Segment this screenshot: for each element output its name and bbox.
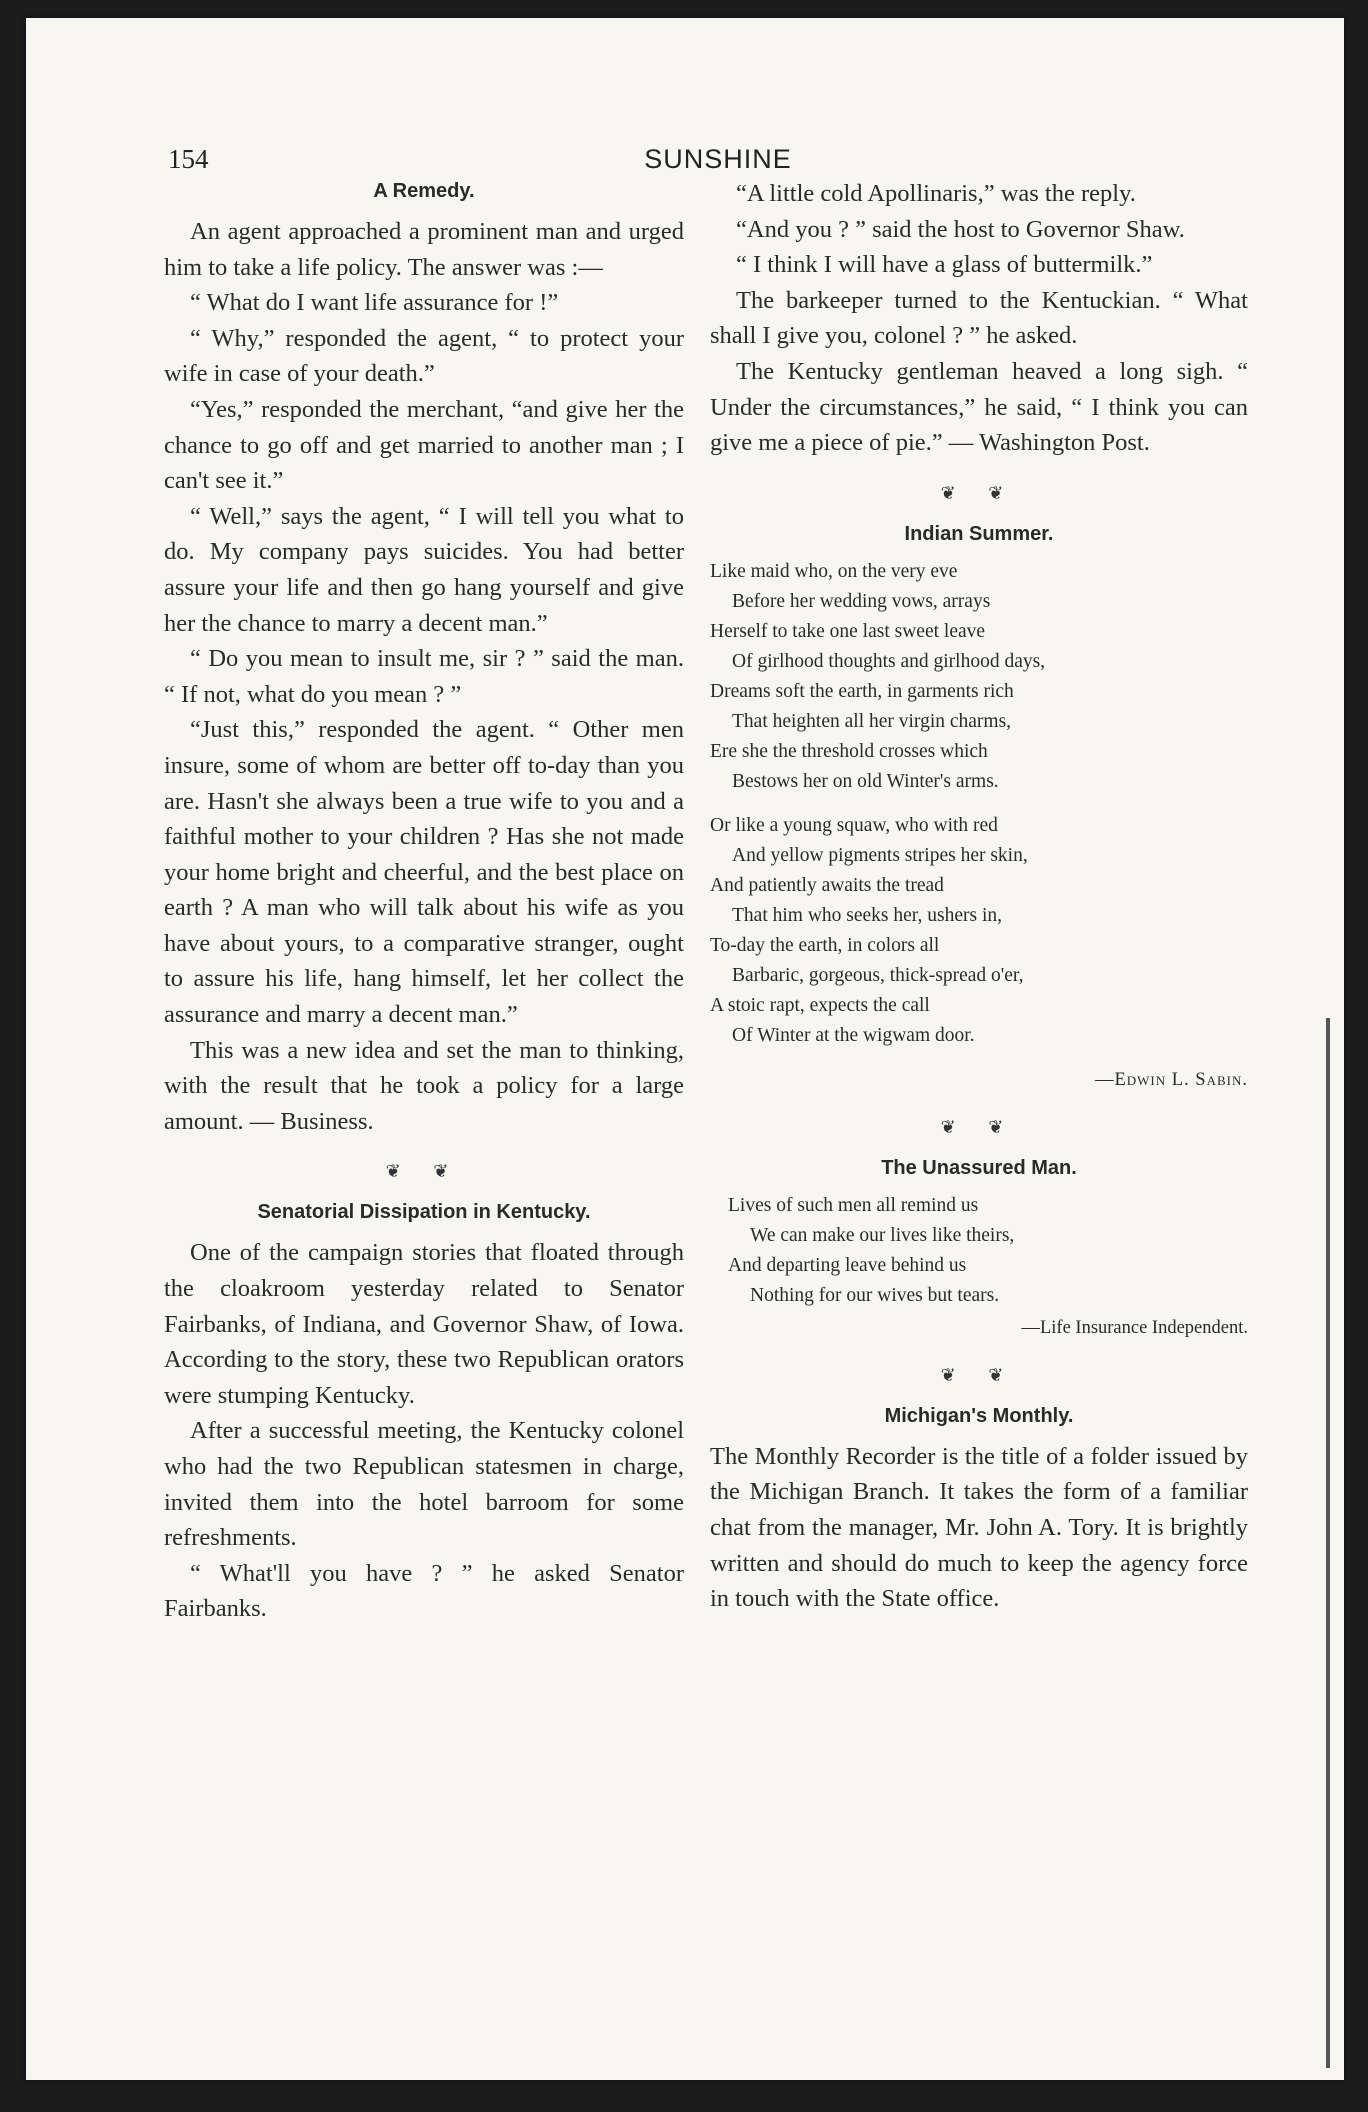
right-column <box>710 176 1248 1617</box>
poem-line: Nothing for our wives but tears. <box>750 1284 1000 1306</box>
poem-unassured <box>710 1191 1248 1343</box>
paragraph: “ Why,” responded the agent, “ to protect your wife in case of your death.” <box>164 324 684 388</box>
article-title-senatorial: Senatorial Dissipation in Kentucky. <box>257 1201 591 1224</box>
poem-line: Before her wedding vows, arrays <box>732 590 991 612</box>
poem-stanza-1 <box>710 557 1248 797</box>
article-title-remedy: A Remedy. <box>373 180 475 202</box>
poem-line: And departing leave behind us <box>728 1254 967 1276</box>
poem-line: Lives of such men all remind us <box>728 1194 979 1216</box>
section-separator: ❦ ❦ <box>385 1161 463 1182</box>
paragraph: This was a new idea and set the man to thinking, with the result that he took a policy for a large amount. — Business. <box>164 1036 684 1135</box>
paragraph: The barkeeper turned to the Kentuckian. “ What shall I give you, colonel ? ” he asked. <box>710 286 1248 350</box>
poem-attribution: —Edwin L. Sabin. <box>1094 1069 1248 1090</box>
poem-attribution: —Life Insurance Independent. <box>1021 1317 1248 1338</box>
poem-line: A stoic rapt, expects the call <box>710 994 930 1016</box>
paragraph: One of the campaign stories that floated through the cloakroom yesterday related to Senator Fairbanks, of Indiana, and Governor Shaw, of Iowa. According to the story, these two Republican orators were stumping Kentucky. <box>164 1239 684 1409</box>
article-title-michigan: Michigan's Monthly. <box>884 1404 1074 1427</box>
page-edge-line <box>1326 1018 1330 2068</box>
left-column <box>164 176 684 1627</box>
paragraph: “A little cold Apollinaris,” was the reply. <box>736 180 1136 207</box>
paragraph: “ I think I will have a glass of buttermilk.” <box>736 251 1153 279</box>
running-title: SUNSHINE <box>644 144 792 174</box>
paragraph: The Monthly Recorder is the title of a folder issued by the Michigan Branch. It takes the form of a familiar chat from the manager, Mr. John A. Tory. It is brightly written and should do much to keep the agency force in touch with the State office. <box>710 1442 1248 1613</box>
poem-line: That him who seeks her, ushers in, <box>732 904 1003 926</box>
poem-indian-summer <box>710 557 1248 1095</box>
poem-line: We can make our lives like theirs, <box>750 1224 1015 1246</box>
section-separator: ❦ ❦ <box>940 1116 1018 1137</box>
paragraph: “ What'll you have ? ” he asked Senator Fairbanks. <box>164 1559 684 1623</box>
article-title-indian-summer: Indian Summer. <box>904 522 1054 545</box>
paragraph: “And you ? ” said the host to Governor Shaw. <box>736 215 1185 243</box>
paragraph: “ Well,” says the agent, “ I will tell you what to do. My company pays suicides. You had better assure your life and then go hang yourself and give her the chance to marry a decent man.” <box>164 502 684 637</box>
poem-line: Ere she the threshold crosses which <box>710 740 988 762</box>
poem-line: Or like a young squaw, who with red <box>710 814 998 836</box>
poem-line: Herself to take one last sweet leave <box>710 620 986 642</box>
poem-line: Of Winter at the wigwam door. <box>732 1024 975 1046</box>
paragraph: “ Do you mean to insult me, sir ? ” said the man. “ If not, what do you mean ? ” <box>164 645 684 708</box>
poem-stanza-2 <box>710 811 1248 1051</box>
poem-line: And patiently awaits the tread <box>710 874 944 896</box>
paragraph: The Kentucky gentleman heaved a long sigh. “ Under the circumstances,” he said, “ I think you can give me a piece of pie.” — Washington Post. <box>710 357 1248 457</box>
paragraph: After a successful meeting, the Kentucky colonel who had the two Republican statesmen in charge, invited them into the hotel barroom for some refreshments. <box>164 1417 684 1552</box>
poem-line: Barbaric, gorgeous, thick-spread o'er, <box>732 964 1024 986</box>
poem-line: And yellow pigments stripes her skin, <box>732 844 1028 866</box>
poem-line: To-day the earth, in colors all <box>710 934 940 956</box>
paragraph: “Yes,” responded the merchant, “and give her the chance to go off and get married to another man ; I can't see it.” <box>164 395 684 495</box>
poem-line: That heighten all her virgin charms, <box>732 710 1012 732</box>
poem-line: Of girlhood thoughts and girlhood days, <box>732 650 1046 672</box>
poem-line: Bestows her on old Winter's arms. <box>732 770 999 792</box>
section-separator: ❦ ❦ <box>940 482 1018 503</box>
article-title-unassured: The Unassured Man. <box>881 1156 1077 1179</box>
paragraph: “Just this,” responded the agent. “ Other men insure, some of whom are better off to-day than you are. Hasn't she always been a true wife to you and a faithful mother to your children ? Has she not made your home bright and cheerful, and the best place on earth ? A man who will talk about his wife as you have about yours, to a comparative stranger, ought to assure his life, hang himself, let her collect the assurance and marry a decent man.” <box>164 716 684 1029</box>
page-number: 154 <box>168 144 209 174</box>
section-separator: ❦ ❦ <box>940 1364 1018 1385</box>
poem-line: Like maid who, on the very eve <box>710 560 958 582</box>
poem-line: Dreams soft the earth, in garments rich <box>710 680 1014 702</box>
paragraph: “ What do I want life assurance for !” <box>190 289 559 317</box>
paragraph: An agent approached a prominent man and urged him to take a life policy. The answer was :— <box>164 218 684 281</box>
